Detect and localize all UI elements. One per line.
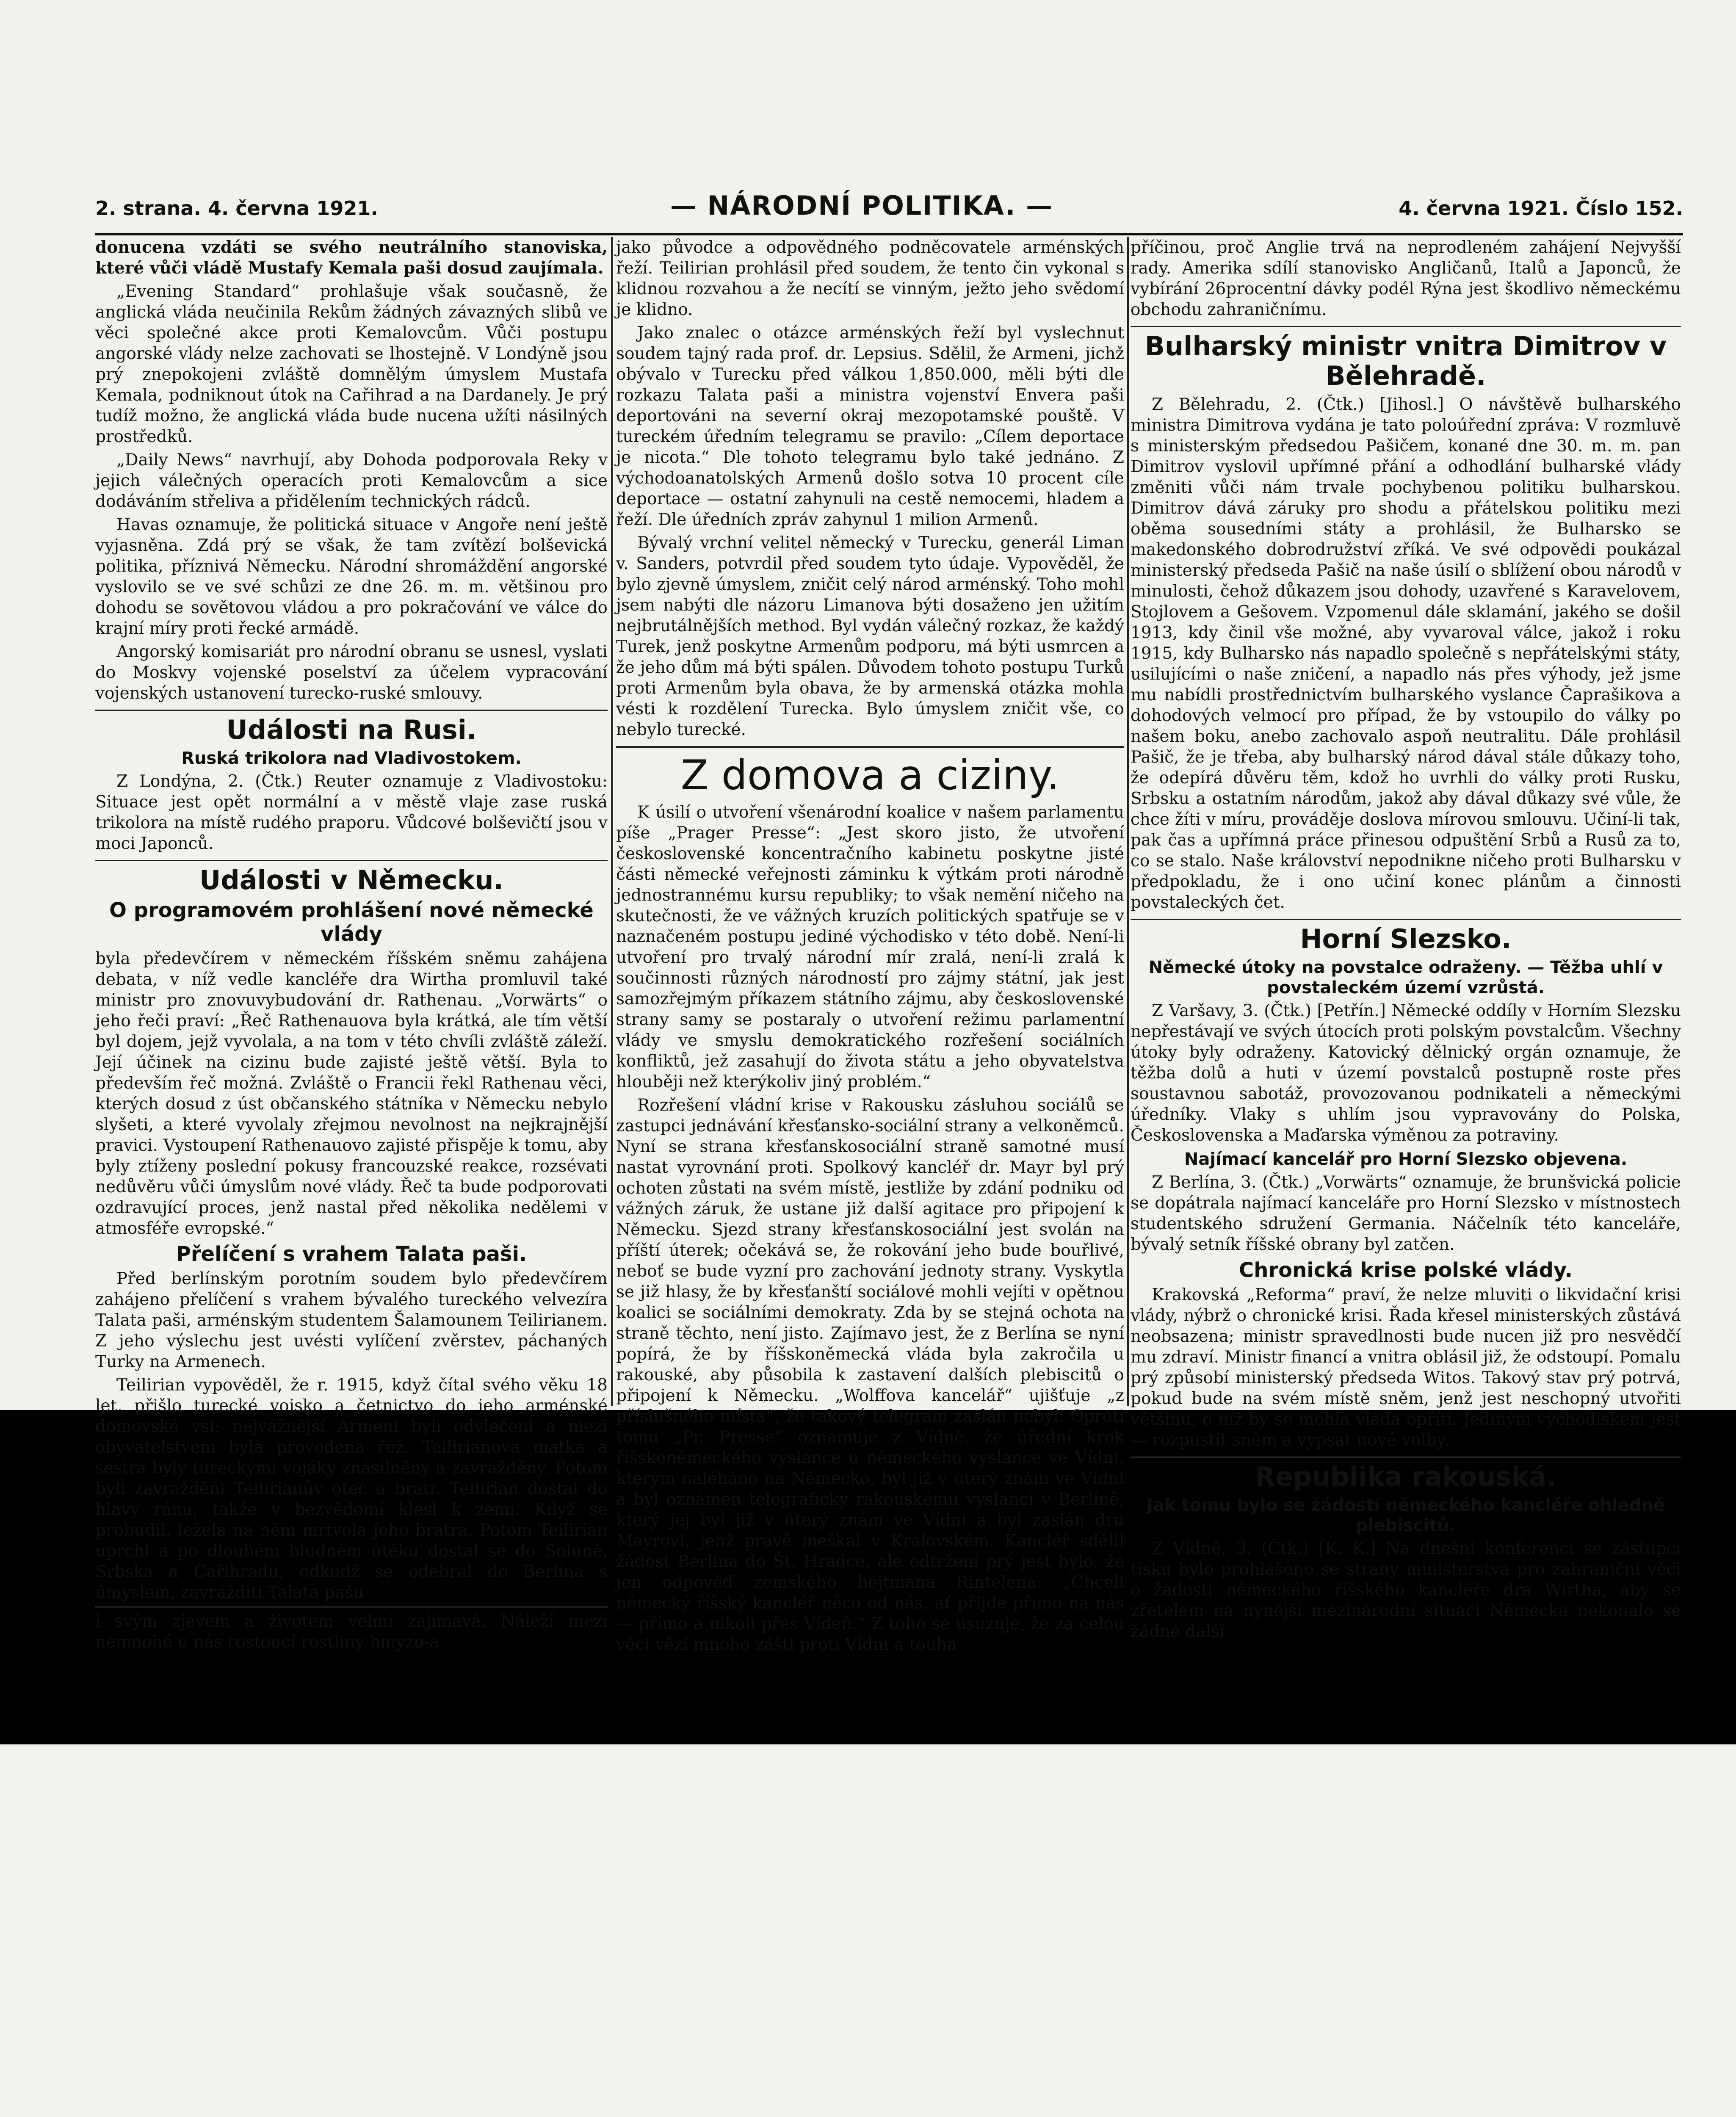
section-heading-republika: Republika rakouská.	[1131, 1456, 1681, 1492]
article-paragraph: Bývalý vrchní velitel německý v Turecku, generál Liman v. Sanders, potvrdil před soudem tyto údaje. Vypověděl, že bylo zjevně úmyslem, zničit celý národ arménský. Toho mohl jsem nabýti dle názoru Limanova býti dosaženo jen užitím nejbrutálnějších method. Byl vydán válečný rozkaz, že každý Turek, jenž poskytne Armenům podporu, má býti usmrcen a že jeho dům má býti spálen. Důvodem tohoto postupu Turků proti Armenům byla obava, že by armenská otázka mohla vésti k rozdělení Turecka. Bylo úmyslem zničit vše, co nebylo turecké.	[616, 533, 1124, 739]
section-heading-nemecku: Události v Německu.	[95, 860, 608, 895]
article-paragraph: donucena vzdáti se svého neutrálního stanoviska, které vůči vládě Mustafy Kemala paši dosud zaujímala.	[95, 238, 608, 278]
divider	[95, 1606, 608, 1608]
article-headline: Německé útoky na povstalce odraženy. — Těžba uhlí v povstaleckém území vzrůstá.	[1148, 958, 1663, 998]
header-date-left: 2. strana. 4. června 1921.	[95, 197, 378, 220]
section-heading-rusi: Události na Rusi.	[95, 710, 608, 745]
section-heading-horni: Horní Slezsko.	[1131, 919, 1681, 954]
column-rule	[611, 237, 613, 1406]
article-paragraph: Z Londýna, 2. (Čtk.) Reuter oznamuje z Vladivostoku: Situace jest opět normální a v městě vlaje zase ruská trikolora na místě rudého praporu. Vůdcové bolševičtí jsou v moci Japonců.	[95, 772, 608, 853]
article-paragraph: Před berlínským porotním soudem bylo předevčírem zahájeno přelíčení s vrahem bývalého tureckého velvezíra Talata paši, arménským studentem Šalamounem Teilirianem. Z jeho výslechu jest uvésti vylíčení zvěrstev, páchaných Turky na Armenech.	[95, 1269, 608, 1371]
article-headline: Jak tomu bylo se žádostí německého kancléře ohledně plebiscitů.	[1147, 1495, 1665, 1535]
article-paragraph: Teilirian vypověděl, že r. 1915, když čítal svého věku 18 let, přišlo turecké vojsko a četnictvo do jeho arménské domovské vsi; nejvážnější Armeni byli odvlečeni a mezi obyvatelstvem byla provedena řež. Teilirianova matka a sestra byly tureckými vojáky znásilněny a zavražděny. Potom byli zavražděni Teilirianův otec a bratr. Teilirian dostal do hlavy ránu, takže v bezvědomí klesl k zemi. Když se probudil, ležela na něm mrtvola jeho bratra. Potom Teilirian uprchl a po dlouhém bludném útěku dostal se do Soluně, Srbska a Cařihradu, odkudž se odebral do Berlína s úmyslem, zavražditi Talata pašu	[95, 1376, 608, 1602]
article-paragraph: i svým zjevem a životem velmi zajímavá. Náleží mezi nemnohé u nás rostoucí rostliny hmyzo-a	[95, 1612, 608, 1652]
article-headline: Ruská trikolora nad Vladivostokem.	[181, 749, 522, 768]
article-paragraph: Krakovská „Reforma“ praví, že nelze mluviti o likvidační krisi vlády, nýbrž o chronické krisi. Řada křesel ministerských zůstává neobsazena; ministr spravedlnosti bude nucen již pro nesvědčí mu zdraví. Ministr financí a vnitra oblásil již, že odstoupí. Pomalu prý způsobí ministerský předseda Witos. Takový stav prý potrvá, pokud bude na svém místě sněm, jenž jest neschopný utvořiti většinu, o níž by se mohla vláda opříti. Jediným východiskem jest — rozpustit sněm a vypsat nové volby.	[1131, 1285, 1681, 1450]
article-paragraph: příčinou, proč Anglie trvá na neprodleném zahájení Nejvyšší rady. Amerika sdílí stanovisko Angličanů, Italů a Japonců, že vybírání 26procentní dávky podél Rýna jest škodlivo německému obchodu zahraničnímu.	[1131, 238, 1681, 319]
header-date-right: 4. června 1921. Číslo 152.	[1399, 197, 1683, 220]
section-heading-bulharsky: Bulharský ministr vnitra Dimitrov v Bělehradě.	[1131, 326, 1681, 391]
article-headline: Přelíčení s vrahem Talata paši.	[176, 1242, 527, 1266]
article-paragraph: Rozřešení vládní krise v Rakousku zásluhou sociálů se zastupci jednávání křesťansko-sociální strany a velkoněmců. Nyní se strana křesťanskosociální straně samotné musí nastat vyrovnání proti. Spolkový kancléř dr. Mayr byl prý ochoten zůstati na svém místě, jestliže by zdání podniku od vážných záruk, že ustane již další agitace pro připojení k Německu. Sjezd strany křesťanskosociální jest svolán na příští úterek; očekává se, že rokování jeho bude bouřlivé, neboť se bude vyzní pro zachování jednoty strany. Vyskytla se již hlasy, že by křesťanští sociálové mohli vejíti v opětnou koalici se sociálními demokraty. Zda by se stejná ochota na straně těchto, není jisto. Zajímavo jest, že z Berlína se nyní popírá, že by říšskoněmecká vláda byla zakročila u rakouské, aby působila k zastavení dalších plebiscitů o připojení k Německu. „Wolffova kancelář“ ujišťuje „z příslušného místa“, že takový telegram zaslán nebyl. Oproti tomu „Pr. Presse“ oznamuje z Vídně, že úřední krok říšskoněmeckého vyslance u německého vyslance ve Vídni, kterým naléháno na Německo, byl již v úterý znám ve Vídni a byl oznámen telegraficky rakouskému vyslanci v Berlíně, který jej byl již v úterý znám ve Vídni a byl zaslán dru Mayrovi, jenž právě meškal v Kralovském. Kancléř sdělil žádost Berlína do Št. Hradce, ale odtržení prý jest bylo, že jen odpověď zemského hejtmana Rintelena: „Chceli německý říšský kancléř něco od nás, ať přijde přímo na nás — přímo a nikoli přes Vídeň.“ Z toho se usuzuje, že za celou věcí vězí mnoho zášti proti Vídni a touha	[616, 1096, 1124, 1654]
article-paragraph: Jako znalec o otázce arménských řeží byl vyslechnut soudem tajný rada prof. dr. Lepsius. Sdělil, že Armeni, jichž obývalo v Turecku před válkou 1,850.000, měli býti dle rozkazu Talata paši a ministra vojenství Envera paši deportováni na severní okraj mezopotamské pouště. V tureckém úředním telegramu se pravilo: „Cílem deportace je nicota.“ Dle tohoto telegramu bylo také jednáno. Z východoanatolských Armenů došlo sotva 10 procent cíle deportace — ostatní zahynuli na cestě nemocemi, hladem a řeží. Dle úředních zpráv zahynul 1 milion Armenů.	[616, 323, 1124, 529]
article-paragraph: byla předevčírem v německém říšském sněmu zahájena debata, v níž vedle kancléře dra Wirtha promluvil také ministr pro znovuvybudování dr. Rathenau. „Vorwärts“ o jeho řeči praví: „Řeč Rathenauova byla krátká, ale tím větší byl dojem, jejž vyvolala, a na tom v této chvíli zvláště záleží. Její účinek na cizinu bude zajisté ještě větší. Byla to především řeč možná. Zvláště o Francii řekl Rathenau věci, kterých dosud z úst občanského státníka v Německu nebylo slyšeti, a které vyvolaly zřejmou nevolnost na nejkrajnější pravici. Vystoupení Rathenauovo zajisté přispěje k tomu, aby byly ztíženy poslední pokusy francouzské reakce, rozsévati nedůvěru vůči úmyslům nové vlády. Řeč ta bude podporovati ozdravující proces, jenž nastal před několika nedělemi v atmosféře evropské.“	[95, 949, 608, 1238]
column-2	[616, 237, 1124, 1654]
article-paragraph: Z Bělehradu, 2. (Čtk.) [Jihosl.] O návštěvě bulharského ministra Dimitrova vydána je tato poloúřední zpráva: V rozmluvě s ministerským předsedou Pašičem, konané dne 30. m. m. pan Dimitrov vyslovil upřímné přání a odhodlání bulharské vlády změniti vůči nám trvale pochybenou politiku bulharskou. Dimitrov dává záruky pro shodu a přátelskou politiku mezi oběma sousedními státy a prohlásil, že Bulharsko se makedonského dobrodružství zříká. Ve své odpovědi poukázal ministerský předseda Pašič na naše úsilí o sblížení obou národů v minulosti, čehož důkazem jsou dohody, uzavřené s Karavelovem, Stojlovem a Gešovem. Vzpomenul dále sklamání, jakého se došil 1913, kdy činil vše možné, aby vyvaroval válce, jakož i roku 1915, kdy Bulharsko nás napadlo společně s nepřátelskými státy, usilujícími o naše zničení, a napadlo nás přes výhody, jež jsme mu nabídli prostřednictvím bulharského vyslance Čaprašikova a dohodových velmocí pro případ, že by vstoupilo do války po našem boku, anebo zachovalo aspoň neutralitu. Dále prohlásil Pašič, že je třeba, aby bulharský národ dával stále důkazy toho, že odepírá důvěru těm, kdož ho uvrhli do války proti Rusku, Srbsku a ostatním národům, jakož aby dával důkazy své vůle, že chce žíti v míru, prováděje doslova mírovou smlouvu. Učiní-li tak, pak čas a upřímná práce přinesou odpuštění Srbů a Rusů za to, co se stalo. Naše království nepodnikne ničeho proti Bulharsku v předpokladu, že i ono učiní konec plánům a činnosti povstaleckých čet.	[1131, 395, 1681, 912]
article-paragraph: Z Vídně, 3. (Čtk.) [K. K.] Na dnešní konferenci se zástupci tisku bylo prohlášeno se strany ministerstva pro zahraniční věci o žádosti německého říšského kancléře dra Wirtha, aby se zřetelem na nynější mezinárodní situaci Německa nekonalo se žádné další	[1131, 1539, 1681, 1641]
article-paragraph: jako původce a odpovědného podněcovatele arménských řeží. Teilirian prohlásil před soudem, že tento čin vykonal s klidnou rozvahou a že necítí se vinným, ježto jeho svědomí je klidno.	[616, 238, 1124, 319]
blank-lower-area	[0, 1744, 1736, 2117]
article-headline: Chronická krise polské vlády.	[1239, 1258, 1573, 1282]
page-header	[95, 188, 1683, 235]
column-1	[95, 237, 608, 1652]
article-paragraph: „Daily News“ navrhují, aby Dohoda podporovala Reky v jejich válečných operacích proti Kemalovcům a sice dodáváním střeliva a přidělením technických rádců.	[95, 450, 608, 511]
article-paragraph: Angorský komisariát pro národní obranu se usnesl, vyslati do Moskvy vojenské poselství za účelem vypracování vojenských ustanovení turecko-ruské smlouvy.	[95, 642, 608, 703]
column-rule	[1127, 237, 1129, 1406]
section-heading-domova: Z domova a ciziny.	[616, 746, 1124, 799]
article-paragraph: Z Varšavy, 3. (Čtk.) [Petřín.] Německé oddíly v Horním Slezsku nepřestávají ve svých útocích proti polským povstalcům. Všechny útoky byly odraženy. Katovický dělnický orgán oznamuje, že těžba dolů a huti v území povstalců postupně roste přes soustavnou sabotáž, provozovanou podnikateli a německými úředníky. Vlaky s uhlím jsou vypravovány do Polska, Československa a Maďarska výměnou za potraviny.	[1131, 1001, 1681, 1145]
article-paragraph: „Evening Standard“ prohlašuje však současně, že anglická vláda neučinila Rekům žádných závazných slibů ve věci společné akce proti Kemalovcům. Vůči postupu angorské vlády nelze zachovati se lhostejně. V Londýně jsou prý znepokojeni zvláště domnělým úmyslem Mustafa Kemala, podniknout útok na Cařihrad a na Dardanely. Je prý tudíž možno, že anglická vláda bude nucena užíti násilných prostředků.	[95, 282, 608, 446]
newspaper-title: — NÁRODNÍ POLITIKA. —	[670, 190, 1053, 221]
article-paragraph: K úsilí o utvoření všenárodní koalice v našem parlamentu píše „Prager Presse“: „Jest skoro jisto, že utvoření československé koncentračního kabinetu poskytne jisté části německé veřejnosti záminku k výtkám proti národně jednostrannému kursu republiky; to však nemění ničeho na skutečnosti, že ve vážných kruzích politických spatřuje se v naznačeném postupu jediné východisko v této době. Není-li utvoření pro trvalý národní mír zralá, není-li zralá k součinnosti různých národností pro zájmy státní, jak jest samozřejmým příkazem státního zájmu, aby československé strany samy se postaraly o utvoření režimu parlamentní vlády ve smyslu demokratického rozřešení sociálních konfliktů, jež zasahují do života státu a jeho obyvatelstva hlouběji než kterýkoliv jiný problém.“	[616, 803, 1124, 1092]
column-3	[1131, 237, 1681, 1641]
article-paragraph: Havas oznamuje, že politická situace v Angoře není ještě vyjasněna. Zdá prý se však, že tam zvítězí bolševická politika, příznivá Německu. Národní shromáždění angorské vyslovilo se ve své schůzi ze dne 26. m. m. většinou pro dohodu se sovětovou vládou a pro pokračování ve válce do krajní míry proti řecké armádě.	[95, 515, 608, 638]
article-headline: Najímací kancelář pro Horní Slezsko objevena.	[1184, 1150, 1628, 1169]
article-paragraph: Z Berlína, 3. (Čtk.) „Vorwärts“ oznamuje, že brunšvická policie se dopátrala najímací kanceláře pro Horní Slezsko v místnostech studentského sdružení Germania. Náčelník této kanceláře, bývalý setník říšské obrany byl zatčen.	[1131, 1173, 1681, 1254]
article-headline: O programovém prohlášení nové německé vlády	[109, 898, 594, 946]
